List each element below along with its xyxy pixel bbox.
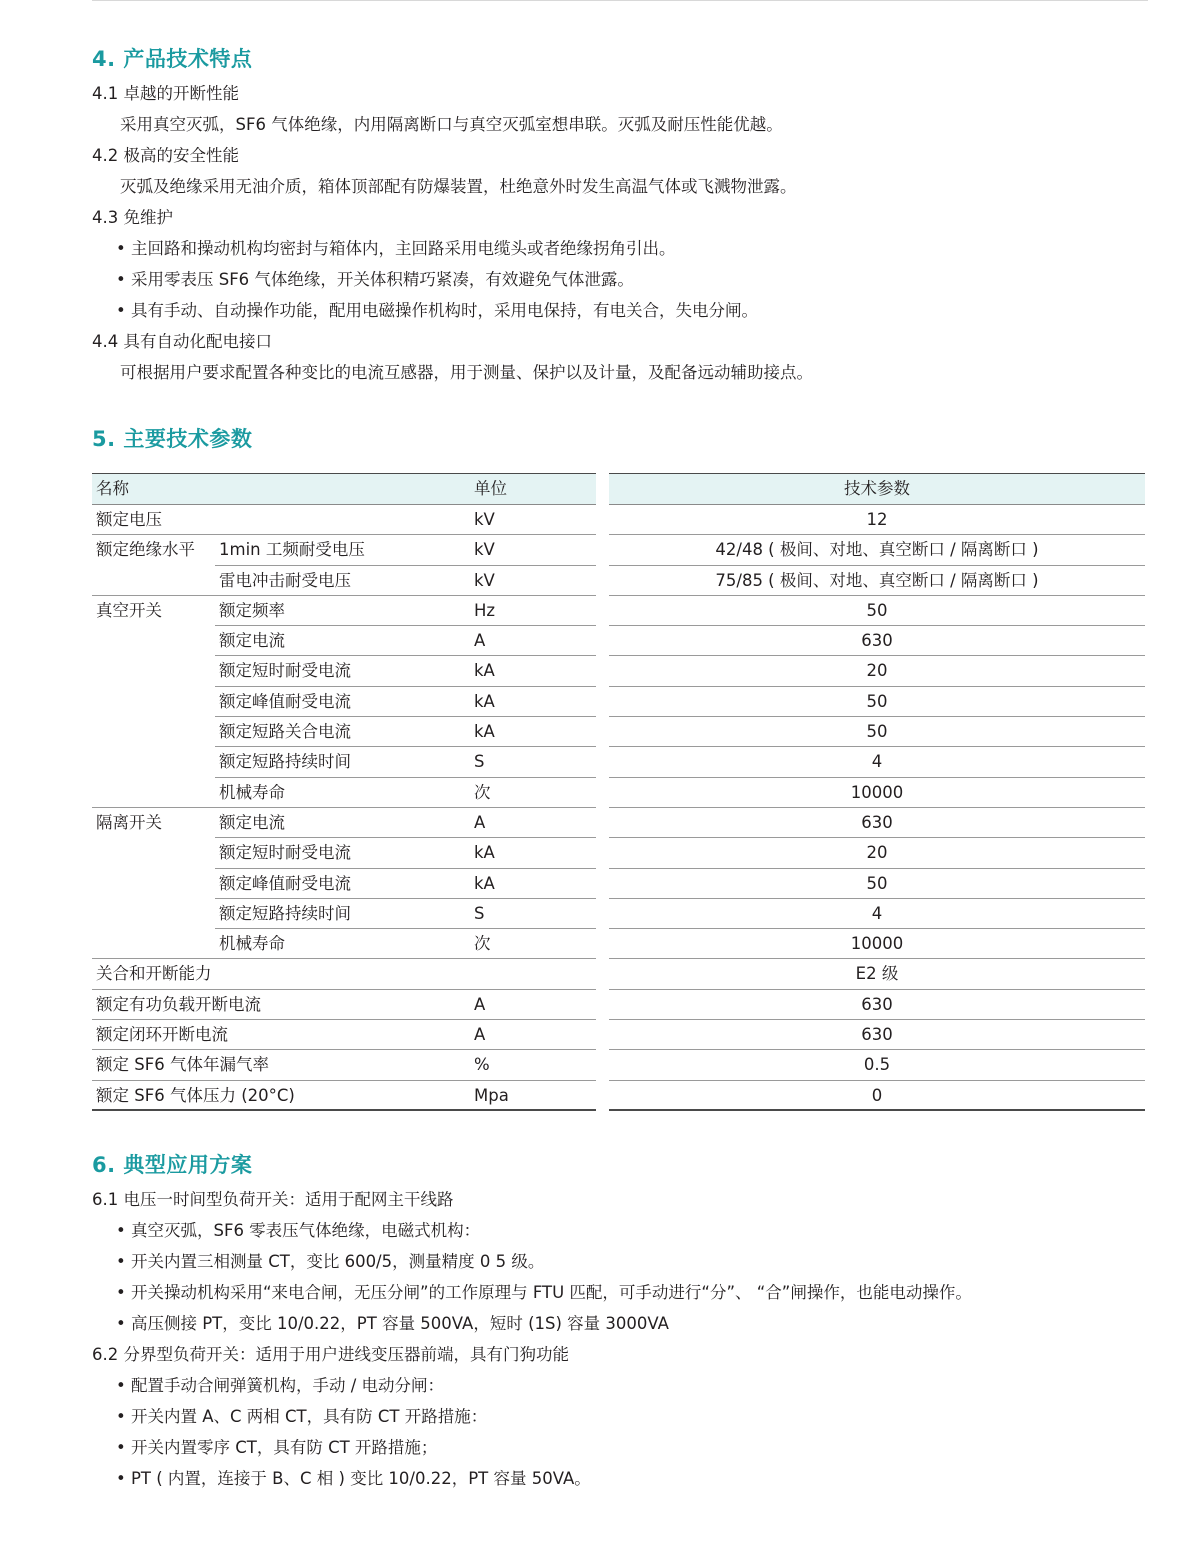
section-6-title: 6. 典型应用方案 — [92, 1153, 253, 1177]
param-value-row — [609, 687, 1145, 717]
param-value-row — [609, 566, 1145, 596]
list-item: • 主回路和操动机构均密封与箱体内，主回路采用电缆头或者绝缘拐角引出。 — [116, 239, 676, 258]
subsection-heading: 6.1 电压一时间型负荷开关：适用于配网主干线路 — [92, 1190, 454, 1209]
param-subname: 雷电冲击耐受电压 — [219, 570, 351, 590]
param-name: 隔离开关 — [96, 812, 162, 832]
table-row — [92, 838, 596, 868]
param-value: 630 — [861, 631, 893, 651]
param-subname: 额定电流 — [219, 631, 285, 651]
param-name: 额定 SF6 气体年漏气率 — [96, 1055, 269, 1075]
param-name: 额定电压 — [96, 510, 162, 529]
subsection-heading: 4.3 免维护 — [92, 208, 173, 227]
table-row — [92, 596, 596, 626]
table-row — [92, 778, 596, 808]
param-name: 真空开关 — [96, 600, 162, 620]
param-value-row — [609, 1081, 1145, 1111]
section-5 — [92, 424, 1152, 458]
param-unit: kA — [474, 722, 495, 742]
param-subname: 额定短时耐受电流 — [219, 661, 351, 681]
table-header-left — [92, 473, 596, 505]
table-row — [92, 656, 596, 686]
table-row — [92, 717, 596, 747]
param-value: 50 — [866, 873, 888, 893]
header-value: 技术参数 — [609, 473, 1145, 505]
param-name: 额定 SF6 气体压力 (20°C) — [96, 1085, 295, 1105]
param-subname: 额定短路持续时间 — [219, 903, 351, 923]
spec-table-right — [609, 473, 1145, 1111]
param-name: 关合和开断能力 — [96, 964, 212, 984]
param-value-row — [609, 747, 1145, 777]
param-value-row — [609, 778, 1145, 808]
table-row — [92, 959, 596, 989]
param-value-row — [609, 929, 1145, 959]
list-item: • 配置手动合闸弹簧机构，手动 / 电动分闸： — [116, 1376, 445, 1395]
param-value: E2 级 — [855, 964, 899, 984]
list-item: • PT ( 内置，连接于 B、C 相 ) 变比 10/0.22，PT 容量 50VA。 — [116, 1469, 591, 1488]
section-4-list — [92, 78, 1152, 388]
param-value: 0 — [871, 1085, 883, 1105]
param-unit: kA — [474, 661, 495, 681]
table-row — [92, 1020, 596, 1050]
param-value: 50 — [866, 691, 888, 711]
param-unit: Mpa — [474, 1085, 509, 1105]
row-divider — [609, 1109, 1145, 1111]
param-value: 20 — [866, 843, 888, 863]
table-row — [92, 1050, 596, 1080]
param-value: 20 — [866, 661, 888, 681]
table-row — [92, 1081, 596, 1111]
param-unit: kV — [474, 510, 495, 529]
section-6 — [92, 1150, 1152, 1494]
subsection-heading: 6.2 分界型负荷开关：适用于用户进线变压器前端，具有门狗功能 — [92, 1345, 569, 1364]
list-item: 可根据用户要求配置各种变比的电流互感器，用于测量、保护以及计量，及配备远动辅助接点。 — [120, 363, 813, 382]
param-subname: 机械寿命 — [219, 782, 285, 802]
list-item: 灭弧及绝缘采用无油介质，箱体顶部配有防爆装置，杜绝意外时发生高温气体或飞溅物泄露。 — [120, 177, 797, 196]
table-row — [92, 747, 596, 777]
param-unit: 次 — [474, 782, 491, 802]
param-subname: 额定短时耐受电流 — [219, 843, 351, 863]
param-unit: kA — [474, 873, 495, 893]
param-value-row — [609, 505, 1145, 535]
param-value-row — [609, 535, 1145, 565]
list-item: 采用真空灭弧，SF6 气体绝缘，内用隔离断口与真空灭弧室想串联。灭弧及耐压性能优越。 — [120, 115, 783, 134]
param-value-row — [609, 1050, 1145, 1080]
section-4 — [92, 44, 1152, 388]
param-value-row — [609, 626, 1145, 656]
section-6-list — [92, 1184, 1152, 1494]
table-row — [92, 869, 596, 899]
param-subname: 机械寿命 — [219, 934, 285, 954]
param-value: 75/85 ( 极间、对地、真空断口 / 隔离断口 ) — [715, 570, 1039, 590]
param-value-row — [609, 808, 1145, 838]
table-row — [92, 990, 596, 1020]
param-unit: Hz — [474, 600, 496, 620]
param-value-row — [609, 656, 1145, 686]
param-value-row — [609, 959, 1145, 989]
list-item: • 高压侧接 PT，变比 10/0.22，PT 容量 500VA，短时 (1S) 容量 3000VA — [116, 1314, 669, 1333]
param-value-row — [609, 899, 1145, 929]
param-value: 0.5 — [863, 1055, 891, 1075]
param-unit: A — [474, 1025, 486, 1045]
table-row — [92, 929, 596, 959]
param-unit: kV — [474, 570, 495, 590]
table-row — [92, 626, 596, 656]
list-item: • 真空灭弧，SF6 零表压气体绝缘，电磁式机构： — [116, 1221, 481, 1240]
param-unit: A — [474, 812, 486, 832]
param-value-row — [609, 869, 1145, 899]
param-value: 42/48 ( 极间、对地、真空断口 / 隔离断口 ) — [715, 540, 1039, 560]
top-rule — [92, 0, 1148, 1]
param-value-row — [609, 1020, 1145, 1050]
param-name: 额定绝缘水平 — [96, 540, 195, 560]
list-item: • 采用零表压 SF6 气体绝缘，开关体积精巧紧凑，有效避免气体泄露。 — [116, 270, 634, 289]
table-row — [92, 535, 596, 565]
list-item: • 开关操动机构采用“来电合闸，无压分闸”的工作原理与 FTU 匹配，可手动进行“分”、 “合”闸操作，也能电动操作。 — [116, 1283, 972, 1302]
param-value: 12 — [866, 510, 888, 529]
row-divider — [92, 1109, 596, 1111]
param-unit: S — [474, 752, 485, 772]
table-row — [92, 505, 596, 535]
table-row — [92, 687, 596, 717]
param-name: 额定有功负载开断电流 — [96, 994, 261, 1014]
param-value: 4 — [871, 903, 883, 923]
param-value: 50 — [866, 722, 888, 742]
table-row — [92, 566, 596, 596]
param-value: 630 — [861, 994, 893, 1014]
param-name: 额定闭环开断电流 — [96, 1025, 228, 1045]
list-item: • 具有手动、自动操作功能，配用电磁操作机构时，采用电保持，有电关合，失电分闸。 — [116, 301, 758, 320]
param-subname: 额定短路关合电流 — [219, 722, 351, 742]
subsection-heading: 4.4 具有自动化配电接口 — [92, 332, 272, 351]
header-unit: 单位 — [474, 479, 507, 498]
param-subname: 额定峰值耐受电流 — [219, 691, 351, 711]
param-unit: S — [474, 903, 485, 923]
param-value: 4 — [871, 752, 883, 772]
param-value-row — [609, 596, 1145, 626]
param-subname: 额定峰值耐受电流 — [219, 873, 351, 893]
param-subname: 1min 工频耐受电压 — [219, 540, 365, 560]
param-value-row — [609, 838, 1145, 868]
section-4-title: 4. 产品技术特点 — [92, 47, 253, 71]
param-unit: A — [474, 631, 486, 651]
param-value: 630 — [861, 812, 893, 832]
list-item: • 开关内置三相测量 CT，变比 600/5，测量精度 0 5 级。 — [116, 1252, 545, 1271]
param-unit: kA — [474, 691, 495, 711]
param-value: 50 — [866, 600, 888, 620]
list-item: • 开关内置零序 CT，具有防 CT 开路措施； — [116, 1438, 438, 1457]
param-value: 630 — [861, 1025, 893, 1045]
subsection-heading: 4.2 极高的安全性能 — [92, 146, 239, 165]
param-subname: 额定频率 — [219, 600, 285, 620]
spec-table-left — [92, 473, 596, 1111]
header-name: 名称 — [96, 479, 129, 498]
subsection-heading: 4.1 卓越的开断性能 — [92, 84, 239, 103]
param-value: 10000 — [850, 934, 904, 954]
param-unit: kV — [474, 540, 495, 560]
param-subname: 额定电流 — [219, 812, 285, 832]
section-5-title: 5. 主要技术参数 — [92, 427, 253, 451]
table-row — [92, 808, 596, 838]
table-row — [92, 899, 596, 929]
param-unit: % — [474, 1055, 490, 1075]
param-value: 10000 — [850, 782, 904, 802]
param-value-row — [609, 990, 1145, 1020]
list-item: • 开关内置 A、C 两相 CT，具有防 CT 开路措施： — [116, 1407, 488, 1426]
param-unit: 次 — [474, 934, 491, 954]
param-unit: A — [474, 994, 486, 1014]
param-value-row — [609, 717, 1145, 747]
spec-table — [92, 473, 1145, 1113]
param-subname: 额定短路持续时间 — [219, 752, 351, 772]
param-unit: kA — [474, 843, 495, 863]
